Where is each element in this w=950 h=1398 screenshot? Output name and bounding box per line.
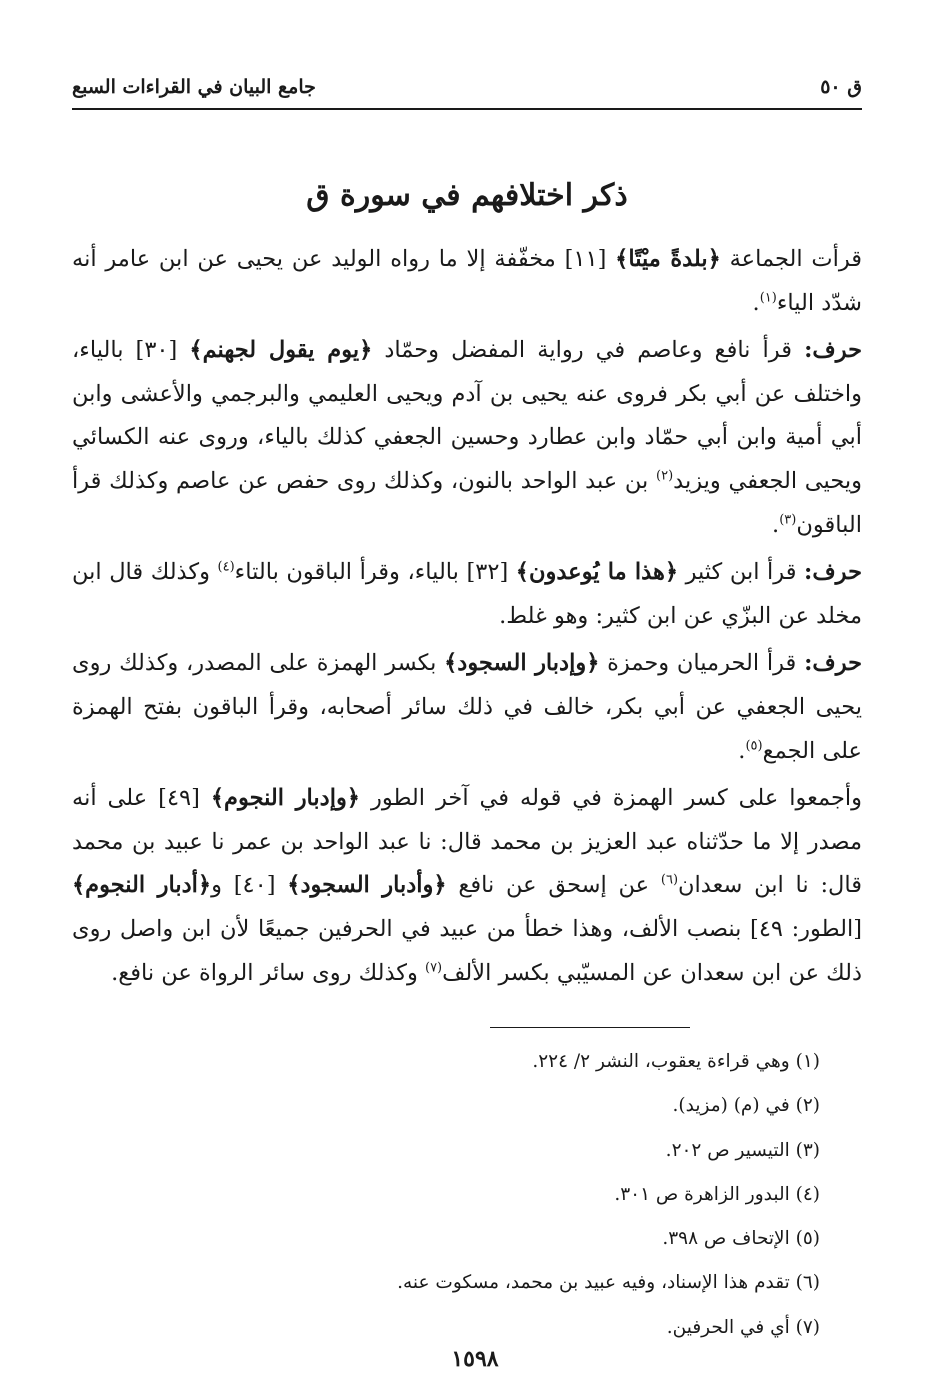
harf-label: حرف: <box>804 559 862 586</box>
quran-quote: ﴿أدبار النجوم﴾ <box>72 872 212 899</box>
paragraph <box>72 777 862 995</box>
text-run: وأجمعوا على كسر الهمزة في قوله في آخر الطور <box>360 785 862 812</box>
footnote-ref: (٦) <box>660 872 679 888</box>
text-run: قرأ الحرميان وحمزة <box>599 650 805 677</box>
footnote-item: (٣) التيسير ص ٢٠٢. <box>665 1139 820 1161</box>
footnote-item: (٢) في (م) (مزيد). <box>672 1095 820 1117</box>
paragraph <box>72 238 862 325</box>
text-run: [١١] مخفّفة إلا ما رواه الوليد عن يحيى عن ابن عامر أنه شدّد الياء <box>72 246 862 316</box>
quran-quote: ﴿وأدبار السجود﴾ <box>287 872 447 899</box>
harf-label: حرف: <box>804 650 863 677</box>
footnote-divider <box>490 1027 690 1028</box>
running-header <box>72 72 862 110</box>
text-run: . <box>752 289 760 316</box>
section-title: ذكر اختلافهم في سورة ق <box>306 178 628 213</box>
text-run: وكذلك قال ابن مخلد عن البزّي عن ابن كثير: وهو غلط. <box>72 559 862 629</box>
main-text <box>72 238 862 999</box>
quran-quote: ﴿بلدةً ميْتًا﴾ <box>615 246 721 272</box>
paragraph <box>72 551 862 638</box>
quran-quote: ﴿وإدبار النجوم﴾ <box>210 785 360 812</box>
text-run: قرأ ابن كثير <box>678 559 805 586</box>
text-run: [الطور: ٤٩] بنصب الألف، وهذا خطأ من عبيد في الحرفين جميعًا لأن ابن واصل روى ذلك عن ابن سعدان عن المسيّبي بكسر الألف <box>72 915 862 986</box>
footnote-ref: (٤) <box>217 559 235 575</box>
footnote-ref: (٥) <box>745 738 763 754</box>
text-run: [٤٩] على أنه مصدر إلا ما حدّثناه عبد العزيز بن محمد قال: نا عبد الواحد بن عمر نا عبيد بن محمد قال: نا ابن سعدان <box>72 785 862 899</box>
text-run: عن إسحق عن نافع <box>446 872 661 899</box>
quran-quote: ﴿هذا ما يُوعدون﴾ <box>515 559 678 586</box>
text-run: قرأت الجماعة <box>720 246 863 272</box>
text-run: . <box>772 511 780 538</box>
text-run: وكذلك روى سائر الرواة عن نافع. <box>111 959 425 986</box>
text-run: قرأ نافع وعاصم في رواية المفضل وحمّاد <box>372 337 805 364</box>
footnotes <box>120 1040 820 1350</box>
harf-label: حرف: <box>804 337 863 364</box>
footnote-ref: (١) <box>759 290 777 306</box>
footnote-item: (٦) تقدم هذا الإسناد، وفيه عبيد بن محمد، مسكوت عنه. <box>397 1272 820 1294</box>
quran-quote: ﴿وإدبار السجود﴾ <box>444 650 600 677</box>
footnote-item: (٥) الإتحاف ص ٣٩٨. <box>662 1228 820 1250</box>
text-run: [٣٠] بالياء، واختلف عن أبي بكر فروى عنه يحيى بن آدم ويحيى العليمي والبرجمي والأعشى وابن أبي أمية وابن أبي حمّاد وابن عطارد وحسين الجعفي كذلك بالياء، وروى عنه الكسائي ويحيى الجعفي ويزيد <box>72 337 863 494</box>
header-book-title: جامع البيان في القراءات السبع <box>72 76 316 98</box>
paragraph <box>72 642 862 773</box>
page-number: ١٥٩٨ <box>451 1346 499 1372</box>
quran-quote: ﴿يوم يقول لجهنم﴾ <box>189 337 373 364</box>
footnote-ref: (٧) <box>424 960 443 975</box>
footnote-item: (٤) البدور الزاهرة ص ٣٠١. <box>614 1183 820 1205</box>
text-run: بن عبد الواحد بالنون، وكذلك روى حفص عن عاصم وكذلك قرأ الباقون <box>72 467 862 538</box>
footnote-item: (٧) أي في الحرفين. <box>666 1316 820 1338</box>
text-run: [٣٢] بالياء، وقرأ الباقون بالتاء <box>234 559 516 586</box>
text-run: [٤٠] و <box>211 872 288 899</box>
footnote-ref: (٣) <box>779 512 797 528</box>
footnote-ref: (٢) <box>656 468 674 484</box>
text-run: بكسر الهمزة على المصدر، وكذلك روى يحيى الجعفي عن أبي بكر، خالف في ذلك سائر أصحابه، وقرأ الباقون بفتح الهمزة على الجمع <box>72 650 862 764</box>
paragraph <box>72 329 862 547</box>
header-page-ref: ق ٥٠ <box>820 76 862 98</box>
footnote-item: (١) وهي قراءة يعقوب، النشر ٢/ ٢٢٤. <box>532 1051 820 1072</box>
text-run: . <box>738 737 746 764</box>
